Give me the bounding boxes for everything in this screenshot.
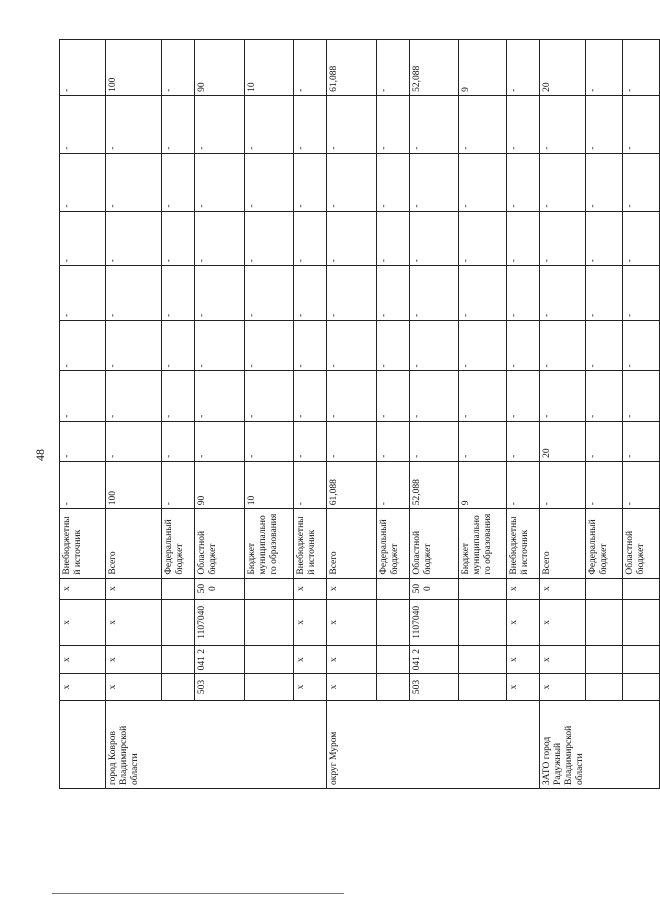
funding-source-cell: Областной бюджет [410, 509, 459, 578]
budget-code-cell [459, 674, 507, 700]
funding-source-cell: Внебюджетный источник [60, 509, 106, 578]
amount-cell: 61,088 [327, 461, 377, 508]
amount-cell: - [507, 320, 540, 370]
table-row [410, 40, 459, 789]
amount-cell: - [106, 266, 162, 321]
budget-code-cell: х [106, 599, 162, 645]
budget-code-cell: х [106, 674, 162, 700]
recipient-name-cell [60, 700, 106, 788]
amount-cell: - [195, 266, 245, 321]
amount-cell: - [60, 320, 106, 370]
budget-code-cell [245, 674, 294, 700]
amount-cell: - [586, 40, 623, 96]
page-number: 48 [33, 449, 47, 461]
table-row [245, 40, 294, 789]
amount-cell: - [459, 371, 507, 421]
funding-source-cell: Федеральный бюджет [586, 509, 623, 578]
amount-cell: 100 [106, 40, 162, 96]
amount-cell: - [507, 461, 540, 508]
amount-cell: - [586, 461, 623, 508]
amount-cell: - [106, 371, 162, 421]
amount-cell: - [327, 266, 377, 321]
amount-cell: 10 [245, 40, 294, 96]
amount-cell: - [106, 153, 162, 211]
amount-cell: - [294, 95, 327, 153]
amount-cell: - [540, 266, 586, 321]
amount-cell: 20 [540, 421, 586, 461]
budget-code-cell: х [60, 578, 106, 599]
funding-source-cell: Всего [106, 509, 162, 578]
amount-cell: - [294, 421, 327, 461]
amount-cell: - [294, 371, 327, 421]
amount-cell: - [162, 211, 195, 266]
amount-cell: - [459, 95, 507, 153]
amount-cell: - [162, 153, 195, 211]
amount-cell: - [294, 40, 327, 96]
recipient-name-cell: ЗАТО город Радужный Владимирской области [540, 700, 660, 788]
budget-code-cell: х [327, 645, 377, 673]
table-row [540, 40, 586, 789]
amount-cell: - [377, 211, 410, 266]
amount-cell: 10 [245, 461, 294, 508]
amount-cell: - [623, 153, 660, 211]
amount-cell: - [60, 371, 106, 421]
budget-code-cell [586, 599, 623, 645]
amount-cell: - [623, 461, 660, 508]
budget-code-cell: х [106, 645, 162, 673]
budget-code-cell: х [540, 578, 586, 599]
funding-source-cell: Всего [540, 509, 586, 578]
amount-cell: - [507, 371, 540, 421]
table-row [195, 40, 245, 789]
budget-code-cell: 041 2 [410, 645, 459, 673]
amount-cell: - [60, 40, 106, 96]
budget-code-cell [623, 674, 660, 700]
budget-code-cell [623, 645, 660, 673]
amount-cell: - [586, 421, 623, 461]
budget-code-cell: х [540, 674, 586, 700]
amount-cell: - [410, 153, 459, 211]
table-row [507, 40, 540, 789]
funding-source-cell: Федеральный бюджет [377, 509, 410, 578]
amount-cell: - [294, 266, 327, 321]
amount-cell: - [245, 421, 294, 461]
amount-cell: - [410, 320, 459, 370]
amount-cell: - [245, 320, 294, 370]
amount-cell: - [60, 153, 106, 211]
footer-rule [52, 893, 344, 894]
budget-code-cell: 503 [410, 674, 459, 700]
budget-code-cell: х [60, 599, 106, 645]
amount-cell: - [245, 266, 294, 321]
budget-table [59, 39, 660, 789]
budget-code-cell: х [327, 578, 377, 599]
amount-cell: 52,088 [410, 40, 459, 96]
budget-code-cell: х [507, 599, 540, 645]
amount-cell: - [377, 95, 410, 153]
amount-cell: - [540, 461, 586, 508]
budget-code-cell: 1107040 [410, 599, 459, 645]
amount-cell: - [60, 266, 106, 321]
amount-cell: - [245, 95, 294, 153]
amount-cell: - [162, 371, 195, 421]
amount-cell: - [540, 371, 586, 421]
funding-source-cell: Областной бюджет [195, 509, 245, 578]
amount-cell: 9 [459, 461, 507, 508]
amount-cell: - [195, 371, 245, 421]
amount-cell: - [327, 371, 377, 421]
table-row [623, 40, 660, 789]
budget-code-cell [586, 645, 623, 673]
funding-source-cell: Бюджет муниципального образования [459, 509, 507, 578]
amount-cell: - [586, 95, 623, 153]
budget-code-cell: х [294, 645, 327, 673]
amount-cell: - [162, 461, 195, 508]
amount-cell: 20 [540, 40, 586, 96]
budget-code-cell: х [507, 578, 540, 599]
recipient-name-cell: округ Муром [327, 700, 540, 788]
budget-code-cell [162, 674, 195, 700]
budget-code-cell: х [294, 674, 327, 700]
amount-cell: 52,088 [410, 461, 459, 508]
budget-code-cell [245, 645, 294, 673]
amount-cell: - [327, 95, 377, 153]
recipient-name-cell: город Ковров Владимирской области [106, 700, 327, 788]
amount-cell: - [586, 371, 623, 421]
amount-cell: - [507, 421, 540, 461]
amount-cell: - [327, 320, 377, 370]
amount-cell: - [459, 153, 507, 211]
amount-cell: - [459, 320, 507, 370]
budget-code-cell: х [507, 645, 540, 673]
amount-cell: - [195, 421, 245, 461]
table-row [60, 40, 106, 789]
amount-cell: - [377, 320, 410, 370]
amount-cell: - [106, 211, 162, 266]
funding-source-cell: Федеральный бюджет [162, 509, 195, 578]
amount-cell: - [459, 211, 507, 266]
funding-source-cell: Внебюджетный источник [294, 509, 327, 578]
budget-code-cell [245, 599, 294, 645]
table-row [327, 40, 377, 789]
amount-cell: - [245, 371, 294, 421]
amount-cell: - [60, 211, 106, 266]
budget-code-cell [586, 674, 623, 700]
amount-cell: - [195, 320, 245, 370]
amount-cell: - [507, 40, 540, 96]
amount-cell: 61,088 [327, 40, 377, 96]
budget-code-cell [162, 578, 195, 599]
funding-source-cell: Бюджет муниципального образования [245, 509, 294, 578]
amount-cell: - [410, 266, 459, 321]
amount-cell: - [377, 266, 410, 321]
amount-cell: - [60, 421, 106, 461]
budget-code-cell: х [540, 599, 586, 645]
amount-cell: - [586, 320, 623, 370]
amount-cell: - [294, 211, 327, 266]
amount-cell: - [410, 371, 459, 421]
amount-cell: - [327, 421, 377, 461]
amount-cell: - [410, 95, 459, 153]
amount-cell: - [540, 95, 586, 153]
amount-cell: - [327, 153, 377, 211]
amount-cell: - [294, 320, 327, 370]
amount-cell: - [162, 421, 195, 461]
budget-code-cell [377, 578, 410, 599]
amount-cell: - [586, 211, 623, 266]
budget-code-cell: х [540, 645, 586, 673]
amount-cell: - [162, 266, 195, 321]
amount-cell: - [327, 211, 377, 266]
amount-cell: - [245, 211, 294, 266]
budget-code-cell [162, 599, 195, 645]
amount-cell: - [540, 320, 586, 370]
amount-cell: - [623, 320, 660, 370]
amount-cell: - [195, 211, 245, 266]
table-row [586, 40, 623, 789]
amount-cell: - [459, 266, 507, 321]
budget-code-cell [377, 674, 410, 700]
amount-cell: - [540, 153, 586, 211]
budget-code-cell: х [507, 674, 540, 700]
amount-cell: - [162, 95, 195, 153]
table-row [459, 40, 507, 789]
funding-source-cell: Внебюджетный источник [507, 509, 540, 578]
amount-cell: - [106, 320, 162, 370]
amount-cell: - [586, 266, 623, 321]
budget-code-cell: 50 0 [195, 578, 245, 599]
amount-cell: - [586, 153, 623, 211]
amount-cell: - [377, 40, 410, 96]
amount-cell: - [60, 461, 106, 508]
budget-code-cell: 50 0 [410, 578, 459, 599]
amount-cell: - [195, 153, 245, 211]
table-row [162, 40, 195, 789]
budget-code-cell: х [327, 674, 377, 700]
budget-code-cell [377, 599, 410, 645]
amount-cell: - [623, 371, 660, 421]
amount-cell: - [507, 211, 540, 266]
budget-code-cell [459, 645, 507, 673]
budget-code-cell [245, 578, 294, 599]
budget-code-cell [623, 599, 660, 645]
budget-code-cell [586, 578, 623, 599]
budget-code-cell: х [106, 578, 162, 599]
amount-cell: - [377, 421, 410, 461]
amount-cell: - [623, 211, 660, 266]
budget-code-cell: 1107040 [195, 599, 245, 645]
amount-cell: - [507, 266, 540, 321]
amount-cell: - [377, 153, 410, 211]
budget-code-cell [162, 645, 195, 673]
rotated-table-wrapper [59, 39, 646, 789]
funding-source-cell: Всего [327, 509, 377, 578]
budget-code-cell: х [60, 645, 106, 673]
table-row [106, 40, 162, 789]
budget-code-cell [459, 578, 507, 599]
budget-code-cell: 503 [195, 674, 245, 700]
amount-cell: 9 [459, 40, 507, 96]
amount-cell: - [459, 421, 507, 461]
budget-code-cell: х [294, 599, 327, 645]
amount-cell: - [507, 153, 540, 211]
amount-cell: - [410, 421, 459, 461]
budget-code-cell [623, 578, 660, 599]
amount-cell: - [623, 40, 660, 96]
amount-cell: - [377, 371, 410, 421]
funding-source-cell: Областной бюджет [623, 509, 660, 578]
budget-code-cell [377, 645, 410, 673]
budget-code-cell: х [60, 674, 106, 700]
amount-cell: - [106, 95, 162, 153]
amount-cell: - [410, 211, 459, 266]
amount-cell: - [623, 421, 660, 461]
amount-cell: - [60, 95, 106, 153]
amount-cell: - [162, 320, 195, 370]
table-row [377, 40, 410, 789]
amount-cell: - [294, 153, 327, 211]
amount-cell: - [623, 95, 660, 153]
amount-cell: - [195, 95, 245, 153]
table-row [294, 40, 327, 789]
amount-cell: 90 [195, 40, 245, 96]
amount-cell: 100 [106, 461, 162, 508]
budget-code-cell [459, 599, 507, 645]
amount-cell: 90 [195, 461, 245, 508]
amount-cell: - [106, 421, 162, 461]
amount-cell: - [540, 211, 586, 266]
amount-cell: - [623, 266, 660, 321]
budget-code-cell: х [294, 578, 327, 599]
budget-code-cell: х [327, 599, 377, 645]
amount-cell: - [294, 461, 327, 508]
amount-cell: - [377, 461, 410, 508]
amount-cell: - [507, 95, 540, 153]
budget-code-cell: 041 2 [195, 645, 245, 673]
amount-cell: - [162, 40, 195, 96]
amount-cell: - [245, 153, 294, 211]
